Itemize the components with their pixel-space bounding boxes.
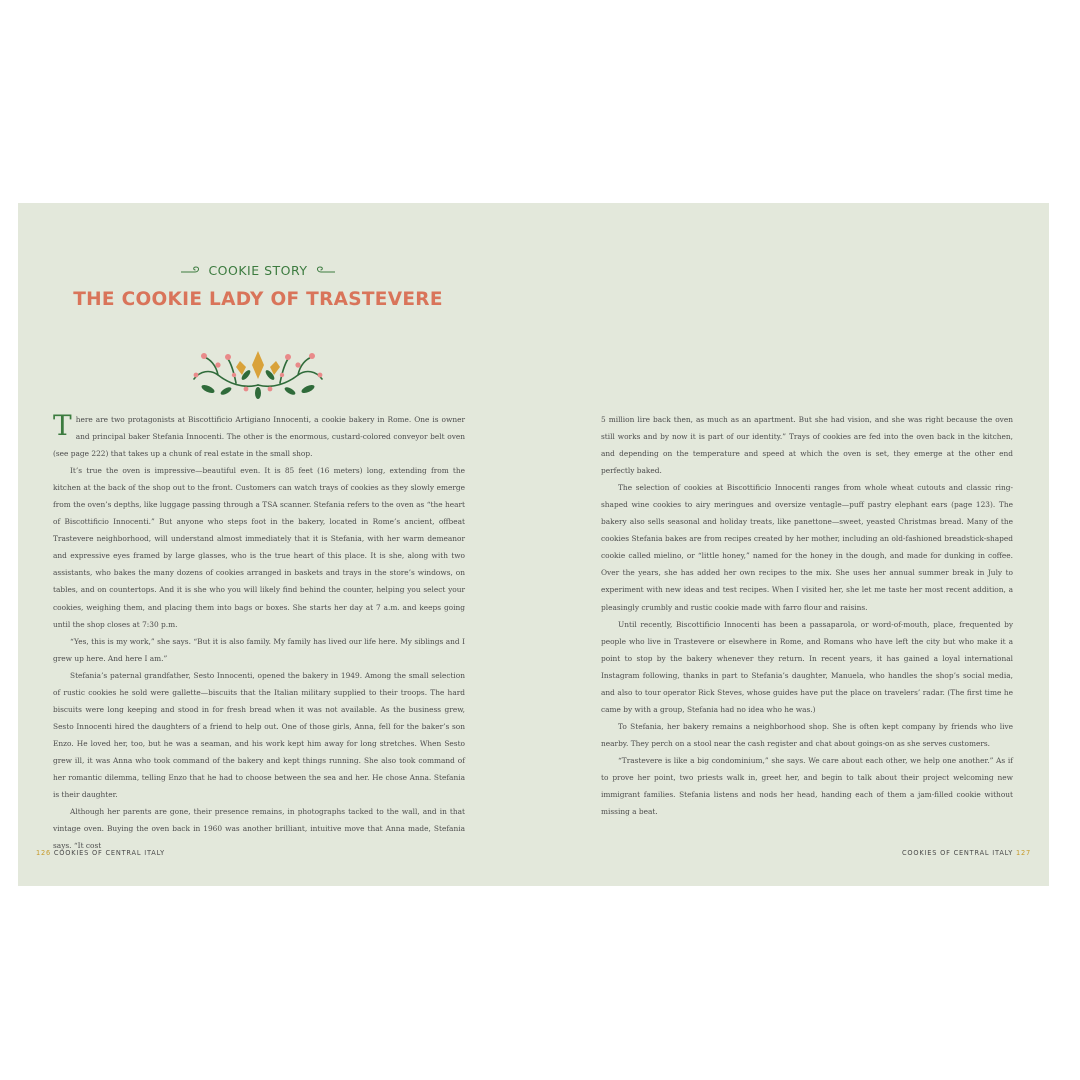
paragraph: It’s true the oven is impressive—beautiful even. It is 85 feet (16 meters) long, extending from the kitchen at the back of the shop out to the front. Customers can watch trays of cookies as they slowly emerge from the oven’s depths, like luggage passing through a TSA scanner. Stefania refers to the oven as “the heart of Biscottificio Innocenti.” But anyone who steps foot in the bakery, located in Rome’s ancient, offbeat Trastevere neighborhood, will understand almost immediately that it is Stefania, with her warm demeanor and expressive eyes framed by large glasses, who is the true heart of this place. It is she, along with two assistants, who bakes the many dozens of cookies arranged in baskets and trays in the store’s windows, on tables, and on countertops. And it is she who you will likely find behind the counter, helping you select your cookies, weighing them, and placing them into bags or boxes. She starts her day at 7 a.m. and keeps going until the shop closes at 7:30 p.m. bbox=[53, 466, 465, 629]
right-column bbox=[601, 411, 1013, 820]
right-folio bbox=[902, 849, 1031, 857]
book-spread bbox=[18, 203, 1049, 886]
right-page-number: 127 bbox=[1016, 849, 1031, 857]
drop-cap: T bbox=[53, 409, 72, 442]
paragraph: Until recently, Biscottificio Innocenti has been a passaparola, or word-of-mouth, place, frequented by people who live in Trastevere or elsewhere in Rome, and Romans who have left the city but who make it a point to stop by the bakery whenever they return. In recent years, it has gained a loyal international Instagram following, thanks in part to Stefania’s daughter, Manuela, who handles the shop’s social media, and also to tour operator Rick Steves, whose guides have put the place on travelers’ radar. (The first time he came by with a group, Stefania had no idea who he was.) bbox=[601, 619, 1013, 714]
paragraph: To Stefania, her bakery remains a neighborhood shop. She is often kept company by friends who live nearby. They perch on a stool near the cash register and chat about goings-on as she serves customers. bbox=[601, 721, 1013, 748]
section-kicker bbox=[180, 263, 335, 278]
right-running-head: COOKIES OF CENTRAL ITALY bbox=[901, 849, 1014, 857]
kicker-text: COOKIE STORY bbox=[208, 262, 308, 278]
swirl-icon bbox=[314, 266, 336, 274]
swirl-icon bbox=[180, 266, 202, 274]
left-running-head: COOKIES OF CENTRAL ITALY bbox=[53, 849, 166, 857]
paragraph: 5 million lire back then, as much as an apartment. But she had vision, and she was right because the oven still works and by now it is part of our identity.” Trays of cookies are fed into the oven back in the kitchen, and depending on the temperature and speed at which the oven is set, they emerge at the other end perfectly baked. bbox=[601, 415, 1013, 476]
paragraph: Although her parents are gone, their presence remains, in photographs tacked to the wall, and in that vintage oven. Buying the oven back in 1960 was another brilliant, intuitive move that Anna made, Stefania says. “It cost bbox=[53, 807, 465, 851]
story-title: THE COOKIE LADY OF TRASTEVERE bbox=[73, 289, 443, 310]
paragraph: There are two protagonists at Biscottificio Artigiano Innocenti, a cookie bakery in Rome. One is owner and principal baker Stefania Innocenti. The other is the enormous, custard-colored conveyor belt oven (see page 222) that takes up a chunk of real estate in the small shop. bbox=[53, 409, 465, 459]
left-page-number: 126 bbox=[36, 849, 51, 857]
left-folio bbox=[36, 849, 165, 857]
floral-ornament-icon bbox=[188, 345, 328, 401]
story-header bbox=[53, 261, 463, 310]
paragraph: “Yes, this is my work,” she says. “But it is also family. My family has lived our life here. My siblings and I grew up here. And here I am.” bbox=[53, 636, 465, 663]
paragraph: Stefania’s paternal grandfather, Sesto Innocenti, opened the bakery in 1949. Among the small selection of rustic cookies he sold were gallette—biscuits that the Italian military supplied to their troops. The hard biscuits were long keeping and stood in for fresh bread when it was not available. As the business grew, Sesto Innocenti hired the daughters of a friend to help out. One of those girls, Anna, fell for the baker’s son Enzo. He loved her, too, but he was a seaman, and his work kept him away for long stretches. When Sesto grew ill, it was Anna who took command of the bakery and kept things running. She also took command of her romantic dilemma, telling Enzo that he had to choose between the sea and her. He chose Anna. Stefania is their daughter. bbox=[53, 670, 465, 800]
paragraph: The selection of cookies at Biscottificio Innocenti ranges from whole wheat cutouts and classic ring-shaped wine cookies to airy meringues and oversize ventagle—puff pastry elephant ears (page 123). The bakery also sells seasonal and holiday treats, like panettone—sweet, yeasted Christmas bread. Many of the cookies Stefania bakes are from recipes created by her mother, including an old-fashioned breadstick-shaped cookie called mielino, or “little honey,” named for the honey in the dough, and made for dunking in coffee. Over the years, she has added her own recipes to the mix. She uses her annual summer break in July to experiment with new ideas and test recipes. When I visited her, she let me taste her most recent addition, a pleasingly crumbly and rustic cookie made with farro flour and raisins. bbox=[601, 483, 1013, 612]
paragraph: “Trastevere is like a big condominium,” she says. We care about each other, we help one another.” As if to prove her point, two priests walk in, greet her, and begin to talk about their project welcoming new immigrant families. Stefania listens and nods her head, handing each of them a jam-filled cookie without missing a beat. bbox=[601, 755, 1013, 817]
left-column bbox=[53, 411, 465, 854]
